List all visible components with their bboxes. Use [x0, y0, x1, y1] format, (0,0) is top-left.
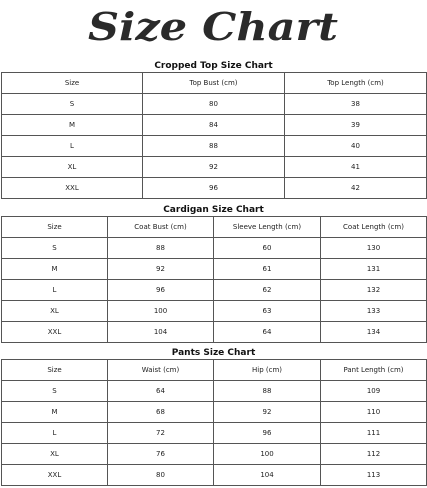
- header-cell: Hip (cm): [214, 360, 321, 381]
- table-cell: 40: [285, 136, 427, 157]
- table-row: [2, 259, 427, 280]
- table-cell: 38: [285, 94, 427, 115]
- size-chart-banner: [0, 0, 427, 56]
- table-cell: 88: [108, 238, 214, 259]
- size-cell: M: [2, 402, 108, 423]
- table-cell: 112: [321, 444, 427, 465]
- table-row: [2, 280, 427, 301]
- size-cell: XXL: [2, 465, 108, 486]
- table-cell: 132: [321, 280, 427, 301]
- table-cell: 62: [214, 280, 321, 301]
- table-row: [2, 94, 427, 115]
- table-cell: 88: [143, 136, 285, 157]
- header-cell: Coat Bust (cm): [108, 217, 214, 238]
- size-chart-title: Size Chart: [88, 4, 339, 49]
- table-cell: 130: [321, 238, 427, 259]
- table-cell: 96: [214, 423, 321, 444]
- table-row: [2, 423, 427, 444]
- table-cell: 84: [143, 115, 285, 136]
- table-cell: 72: [108, 423, 214, 444]
- table-row: [2, 465, 427, 486]
- table-row: [2, 381, 427, 402]
- table-cell: 41: [285, 157, 427, 178]
- size-cell: L: [2, 423, 108, 444]
- table-row: [2, 157, 427, 178]
- table-cell: 39: [285, 115, 427, 136]
- table-row: [2, 322, 427, 343]
- header-cell: Coat Length (cm): [321, 217, 427, 238]
- size-cell: XL: [2, 157, 143, 178]
- header-cell: Sleeve Length (cm): [214, 217, 321, 238]
- table-cell: 64: [214, 322, 321, 343]
- cropped-top-title: Cropped Top Size Chart: [154, 61, 273, 71]
- table-cell: 110: [321, 402, 427, 423]
- table-cell: 100: [108, 301, 214, 322]
- size-cell: M: [2, 115, 143, 136]
- table-cell: 80: [108, 465, 214, 486]
- table-cell: 134: [321, 322, 427, 343]
- table-header-row: [2, 73, 427, 94]
- table-cell: 61: [214, 259, 321, 280]
- table-cell: 42: [285, 178, 427, 199]
- table-cell: 113: [321, 465, 427, 486]
- size-cell: XL: [2, 444, 108, 465]
- size-cell: XXL: [2, 322, 108, 343]
- table-cell: 88: [214, 381, 321, 402]
- header-cell: Top Bust (cm): [143, 73, 285, 94]
- size-chart-script-title: [0, 0, 427, 56]
- header-cell: Pant Length (cm): [321, 360, 427, 381]
- size-cell: S: [2, 94, 143, 115]
- size-cell: S: [2, 381, 108, 402]
- table-cell: 92: [143, 157, 285, 178]
- table-row: [2, 178, 427, 199]
- table-cell: 60: [214, 238, 321, 259]
- table-cell: 100: [214, 444, 321, 465]
- table-cell: 64: [108, 381, 214, 402]
- size-cell: XXL: [2, 178, 143, 199]
- table-cell: 68: [108, 402, 214, 423]
- cropped-top-table: [1, 72, 427, 199]
- table-header-row: [2, 217, 427, 238]
- cardigan-table: [1, 216, 427, 343]
- pants-table: [1, 359, 427, 486]
- header-cell: Top Length (cm): [285, 73, 427, 94]
- table-row: [2, 301, 427, 322]
- table-cell: 104: [214, 465, 321, 486]
- header-cell: Size: [2, 360, 108, 381]
- table-cell: 111: [321, 423, 427, 444]
- table-cell: 104: [108, 322, 214, 343]
- size-cell: L: [2, 136, 143, 157]
- header-cell: Waist (cm): [108, 360, 214, 381]
- size-cell: L: [2, 280, 108, 301]
- pants-title: Pants Size Chart: [171, 348, 256, 358]
- size-cell: XL: [2, 301, 108, 322]
- size-cell: M: [2, 259, 108, 280]
- table-cell: 109: [321, 381, 427, 402]
- table-header-row: [2, 360, 427, 381]
- table-row: [2, 402, 427, 423]
- table-cell: 76: [108, 444, 214, 465]
- table-cell: 92: [108, 259, 214, 280]
- table-cell: 96: [108, 280, 214, 301]
- header-cell: Size: [2, 73, 143, 94]
- table-row: [2, 136, 427, 157]
- table-cell: 63: [214, 301, 321, 322]
- table-cell: 92: [214, 402, 321, 423]
- header-cell: Size: [2, 217, 108, 238]
- table-row: [2, 115, 427, 136]
- table-cell: 96: [143, 178, 285, 199]
- table-cell: 131: [321, 259, 427, 280]
- cardigan-title: Cardigan Size Chart: [163, 205, 264, 215]
- table-cell: 133: [321, 301, 427, 322]
- table-row: [2, 444, 427, 465]
- size-cell: S: [2, 238, 108, 259]
- table-row: [2, 238, 427, 259]
- table-cell: 80: [143, 94, 285, 115]
